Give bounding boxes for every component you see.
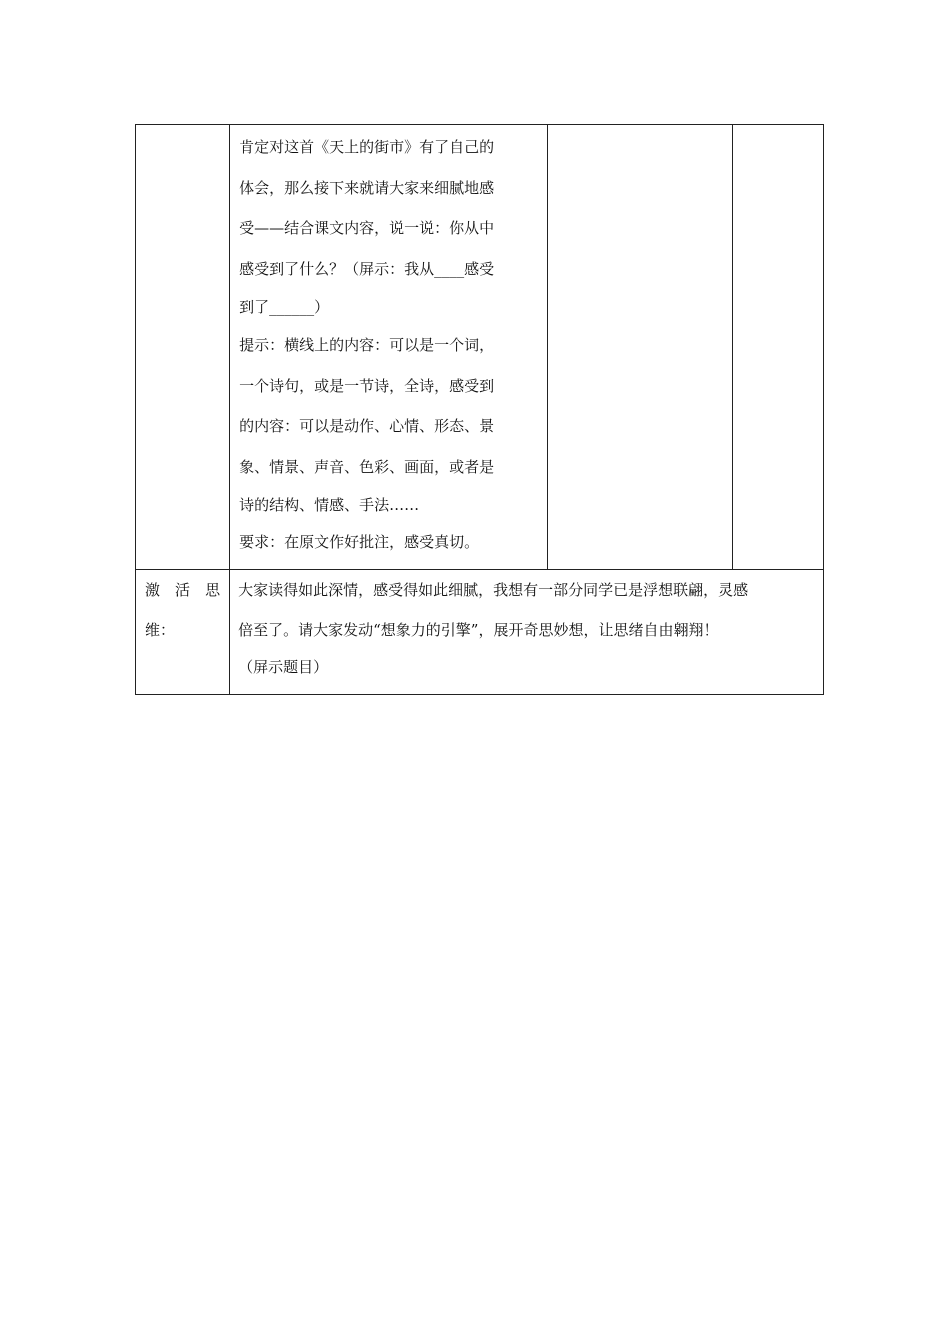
stage-label: 激 活 思: [145, 581, 221, 599]
content-line: 倍至了。请大家发动“想象力的引擎”，展开奇思妙想，让思绪自由翱翔！: [238, 621, 719, 639]
content-line: 要求：在原文作好批注，感受真切。: [239, 533, 480, 551]
lesson-plan-table: [135, 124, 824, 695]
stage-label-cell: [136, 570, 230, 695]
stage-label-cell: [136, 125, 230, 570]
content-line: 体会，那么接下来就请大家来细腻地感: [239, 178, 495, 197]
table-row: [136, 125, 824, 570]
content-line: 的内容：可以是动作、心情、形态、景: [239, 417, 495, 435]
content-line: 受——结合课文内容，说一说：你从中: [239, 219, 495, 237]
activity-content-cell: [230, 125, 547, 570]
activate-thinking-cell: [230, 570, 824, 695]
content-line: 到了______）: [239, 298, 330, 316]
content-line: 感受到了什么？（屏示：我从____感受: [239, 259, 495, 278]
content-line: 提示：横线上的内容：可以是一个词，: [239, 336, 495, 354]
content-line: 诗的结构、情感、手法……: [239, 496, 420, 514]
content-line: 肯定对这首《天上的街市》有了自己的: [239, 138, 495, 156]
student-activity-cell: [547, 125, 732, 570]
content-line: 象、情景、声音、色彩、画面，或者是: [239, 457, 495, 476]
content-line: 大家读得如此深情，感受得如此细腻，我想有一部分同学已是浮想联翩，灵感: [238, 581, 749, 599]
notes-cell: [732, 125, 823, 570]
content-line: （屏示题目）: [238, 658, 329, 676]
table-row: [136, 570, 824, 695]
content-line: 一个诗句，或是一节诗，全诗，感受到: [239, 376, 495, 395]
stage-label-tail: 维：: [145, 621, 176, 639]
